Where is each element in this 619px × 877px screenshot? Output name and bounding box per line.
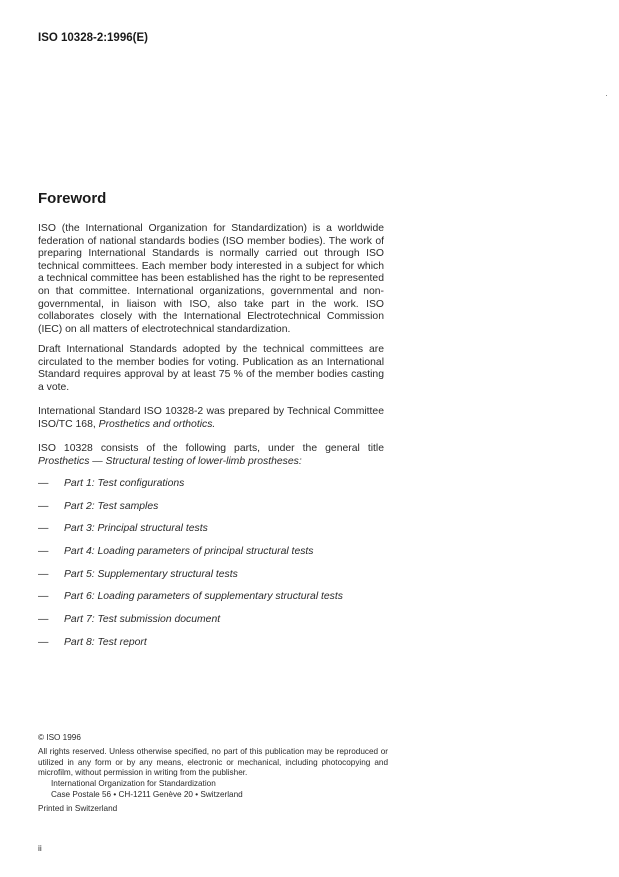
part-title: Part 6: Loading parameters of supplementary structural tests	[64, 591, 343, 603]
prepared-by-text: International Standard ISO 10328-2 was prepared by Technical Committee ISO/TC 168,	[38, 406, 384, 430]
prepared-by-paragraph	[38, 406, 384, 431]
page-number: ii	[38, 843, 42, 853]
list-item	[38, 637, 343, 660]
part-title: Part 7: Test submission document	[64, 614, 221, 626]
part-title: Part 8: Test report	[64, 636, 147, 648]
foreword-paragraph-2: Draft International Standards adopted by the technical committees are circulated to the member bodies for voting. Publication as an International Standard requires approval by at least 75 % of the member bodies casting a vote.	[38, 344, 384, 393]
dash: —	[38, 523, 49, 535]
list-item	[38, 569, 343, 592]
part-title: Part 2: Test samples	[64, 500, 159, 512]
page-title: Foreword	[38, 190, 107, 207]
part-title: Part 4: Loading parameters of principal structural tests	[64, 546, 314, 558]
copyright-notice: © ISO 1996	[38, 733, 81, 742]
part-title: Part 5: Supplementary structural tests	[64, 568, 238, 580]
committee-title: Prosthetics and orthotics.	[98, 418, 216, 430]
list-item	[38, 546, 343, 569]
dash: —	[38, 614, 49, 626]
list-item	[38, 614, 343, 637]
general-title: Prosthetics — Structural testing of lower-limb prostheses:	[38, 455, 302, 467]
dash: —	[38, 636, 49, 648]
parts-intro-text: ISO 10328 consists of the following parts, under the general title	[38, 443, 384, 454]
dash: —	[38, 568, 49, 580]
dash: —	[38, 546, 49, 558]
dash: —	[38, 591, 49, 603]
scan-speck	[606, 95, 607, 96]
org-address: Case Postale 56 • CH-1211 Genève 20 • Switzerland	[51, 789, 243, 799]
part-title: Part 1: Test configurations	[64, 478, 185, 489]
list-item	[38, 523, 343, 546]
list-item	[38, 501, 343, 524]
rights-statement: All rights reserved. Unless otherwise specified, no part of this publication may be reproduced or utilized in any form or by any means, electronic or mechanical, including photocopying and microfilm, without permission in writing from the publisher.	[38, 746, 388, 778]
part-title: Part 3: Principal structural tests	[64, 523, 208, 535]
parts-list	[38, 478, 343, 660]
parts-intro-paragraph	[38, 443, 384, 468]
copyright-block	[38, 733, 388, 815]
dash: —	[38, 500, 49, 512]
org-name: International Organization for Standardization	[51, 779, 216, 789]
foreword-paragraph-1: ISO (the International Organization for Standardization) is a worldwide federation of national standards bodies (ISO member bodies). The work of preparing International Standards is normally carried out through ISO technical committees. Each member body interested in a subject for which a technical committee has been established has the right to be represented on that committee. International organizations, governmental and non-governmental, in liaison with ISO, also take part in the work. ISO collaborates closely with the International Electrotechnical Commission (IEC) on all matters of electrotechnical standardization.	[38, 223, 384, 335]
document-id: ISO 10328-2:1996(E)	[38, 32, 148, 44]
printed-note: Printed in Switzerland	[38, 803, 118, 813]
list-item	[38, 478, 343, 501]
dash: —	[38, 478, 49, 489]
list-item	[38, 591, 343, 614]
